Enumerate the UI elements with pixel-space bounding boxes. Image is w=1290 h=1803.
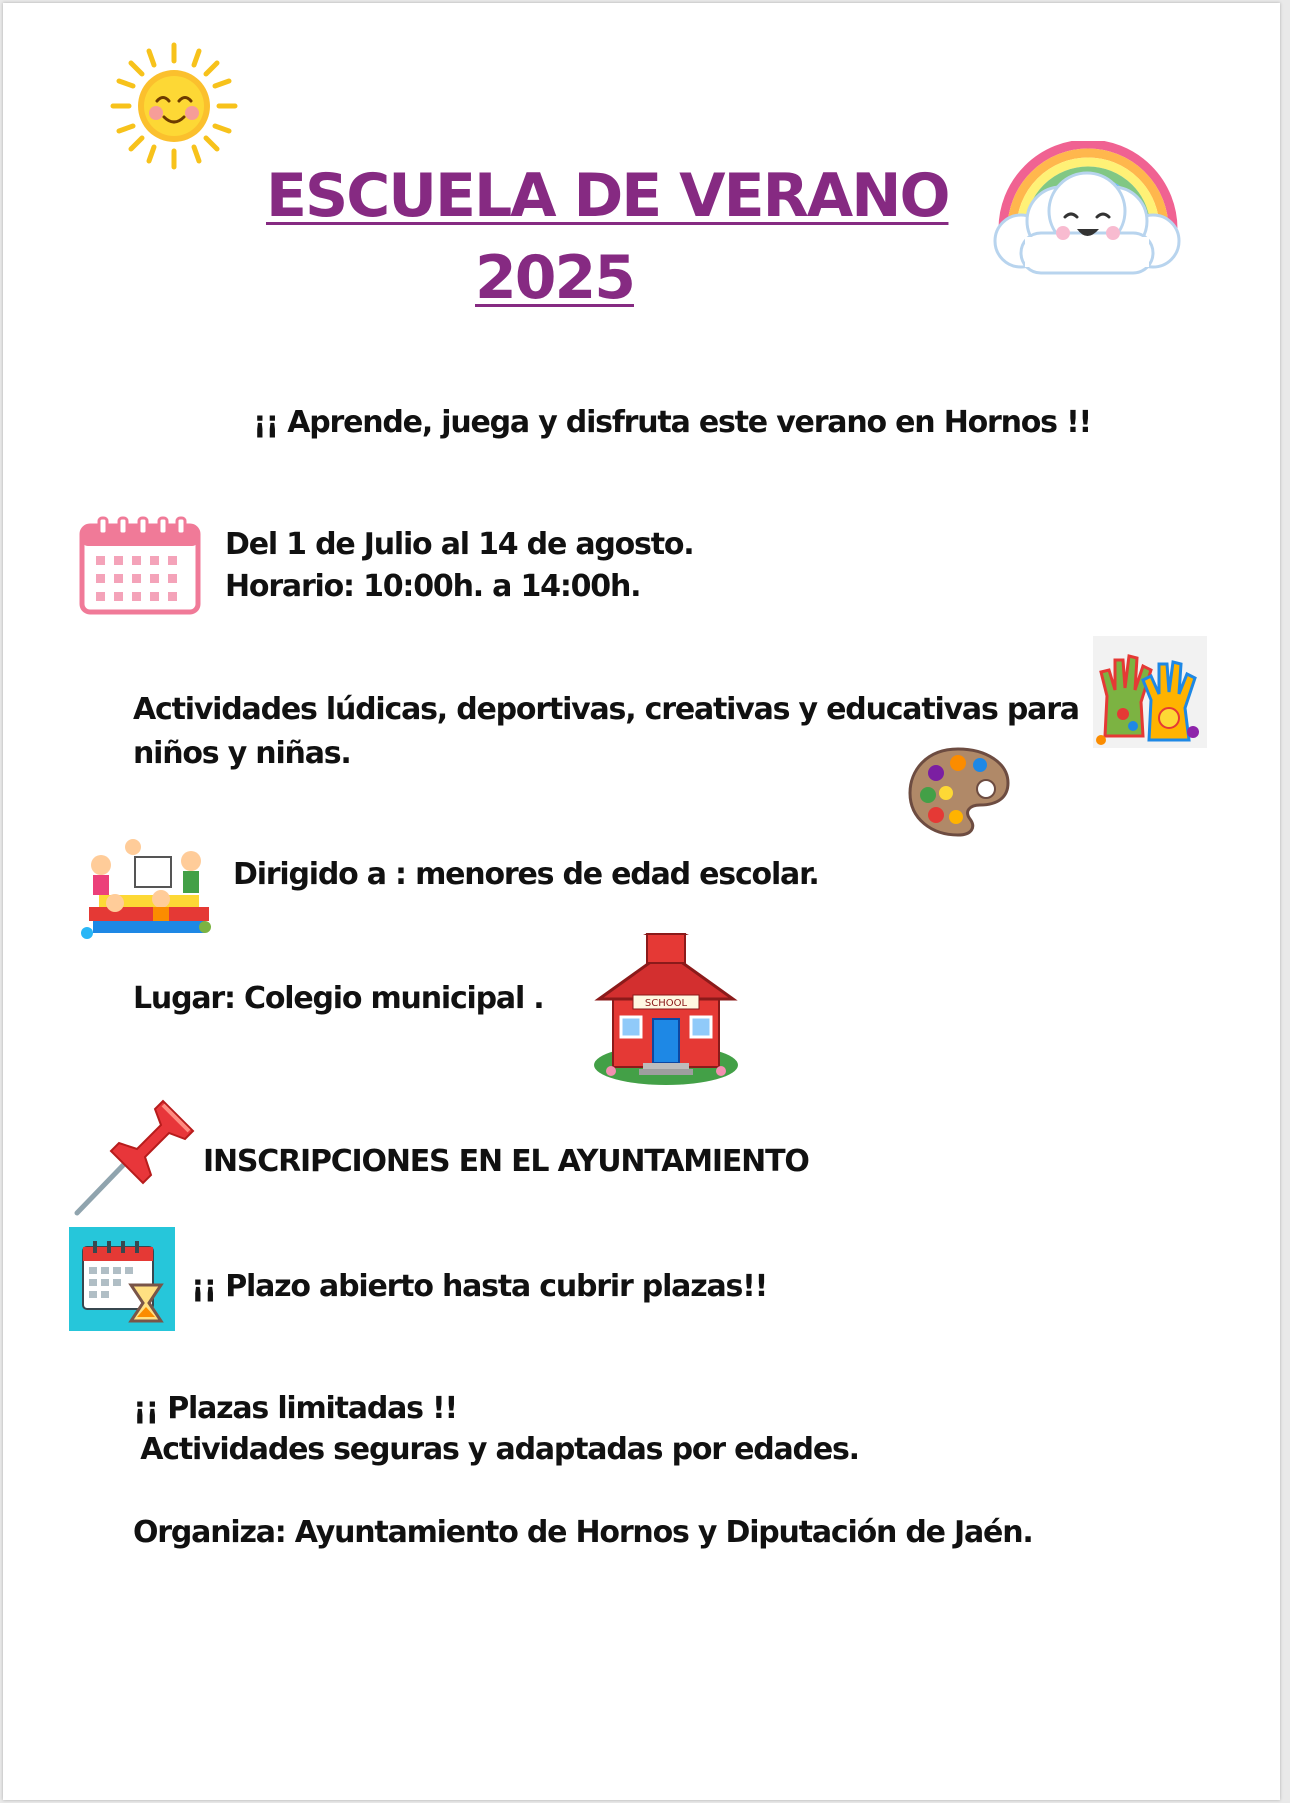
place-text: Lugar: Colegio municipal . [133,981,544,1016]
title-line-1: ESCUELA DE VERANO [266,161,949,231]
schedule-text: Horario: 10:00h. a 14:00h. [225,569,641,604]
pushpin-icon [73,1091,203,1217]
rainbow-cloud-icon [981,141,1195,291]
paint-palette-icon [906,743,1012,839]
dates-text: Del 1 de Julio al 14 de agosto. [225,527,694,562]
activities-text-line-2: niños y niñas. [133,736,351,771]
children-books-icon [79,837,217,943]
school-sign-label: SCHOOL [644,998,688,1009]
calendar-icon [79,516,203,616]
deadline-text: ¡¡ Plazo abierto hasta cubrir plazas!! [191,1269,768,1304]
school-house-icon [593,933,739,1087]
audience-text: Dirigido a : menores de edad escolar. [233,857,819,892]
registration-text: INSCRIPCIONES EN EL AYUNTAMIENTO [203,1144,809,1179]
limited-places-text: ¡¡ Plazas limitadas !! [133,1391,458,1426]
activities-text-line-1: Actividades lúdicas, deportivas, creativas y educativas para [133,692,1079,727]
organizer-text: Organiza: Ayuntamiento de Hornos y Diputación de Jaén. [133,1515,1033,1550]
poster-page [3,3,1280,1800]
calendar-hourglass-icon [69,1227,175,1331]
safe-activities-text: Actividades seguras y adaptadas por edades. [131,1432,859,1467]
title-line-2: 2025 [475,243,634,313]
sun-icon [109,41,239,171]
tagline: ¡¡ Aprende, juega y disfruta este verano en Hornos !! [253,405,1092,440]
painted-hands-icon [1093,636,1207,748]
